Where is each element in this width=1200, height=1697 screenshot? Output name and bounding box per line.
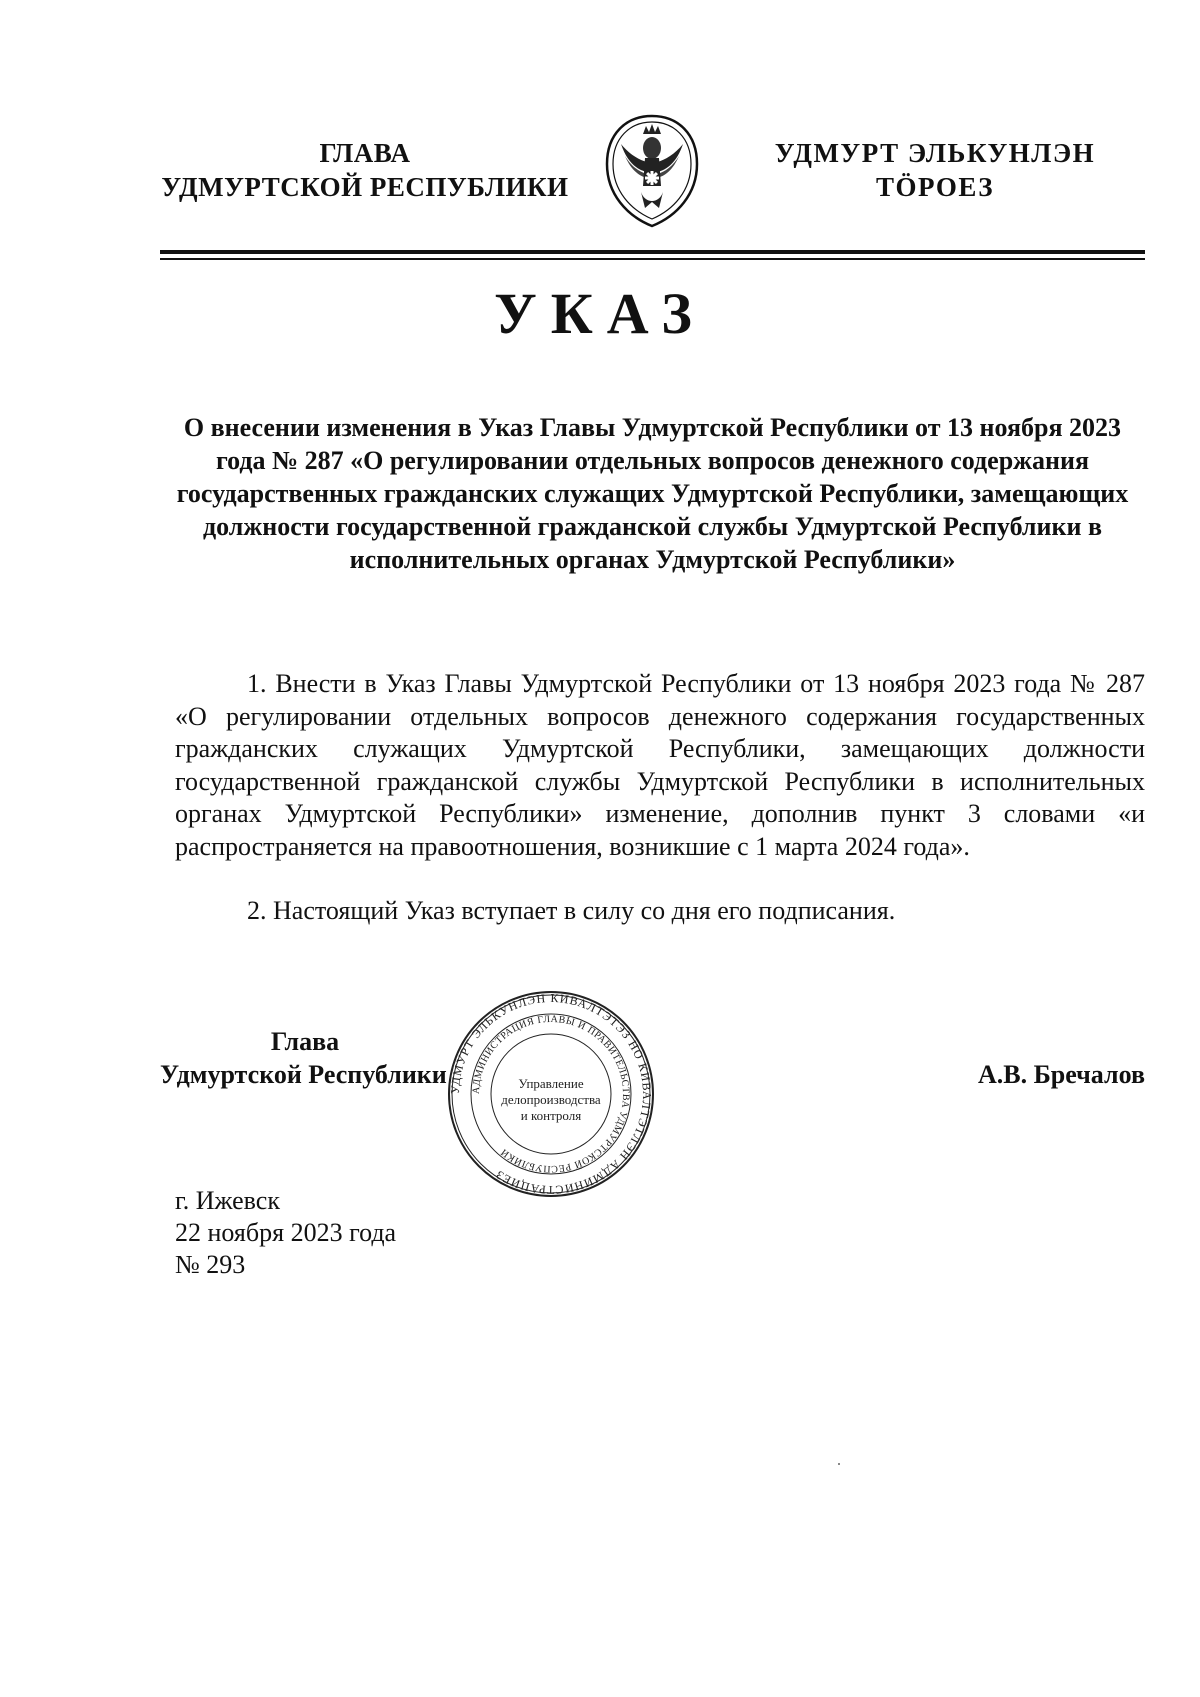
header-left-line2: УДМУРТСКОЙ РЕСПУБЛИКИ [161, 172, 569, 202]
document-number: № 293 [175, 1250, 246, 1279]
stamp-center-line2: делопроизводства [501, 1092, 601, 1107]
header-left [130, 136, 600, 204]
udmurt-coat-of-arms-icon [603, 112, 701, 230]
paragraph-2: 2. Настоящий Указ вступает в силу со дня его подписания. [247, 896, 896, 925]
header-right-line2: ТӦРОЕЗ [876, 172, 994, 202]
scan-speck [838, 1463, 840, 1465]
header-divider-thick [160, 250, 1145, 254]
stamp-middle-text: АДМИНИСТРАЦИЯ ГЛАВЫ И ПРАВИТЕЛЬСТВА УДМУРТСКОЙ РЕСПУБЛИКИ [470, 1013, 632, 1175]
header-right-line1: УДМУРТ ЭЛЬКУНЛЭН [774, 138, 1096, 168]
header-left-line1: ГЛАВА [319, 138, 411, 168]
document-title: УКАЗ [494, 281, 706, 346]
signatory-position-line1: Глава [270, 1027, 340, 1056]
official-stamp [447, 990, 655, 1198]
stamp-outer-text: УДМУРТ ЭЛЬКУНЛЭН КИВАЛТЭТЭЗ НО КИВАЛТЭТЛЭН АДМИНИСТРАЦИЕЗ [447, 990, 655, 1198]
stamp-center-line1: Управление [518, 1076, 584, 1091]
paragraph-1: 1. Внести в Указ Главы Удмуртской Республики от 13 ноября 2023 года № 287 «О регулировании отдельных вопросов денежного содержания государственных гражданских служащих Удмуртской Республики, замещающих должности государственной гражданской службы Удмуртской Республики в исполнительных органах Удмуртской Республики» изменение, дополнив пункт 3 словами «и распространяется на правоотношения, возникшие с 1 марта 2024 года». [175, 669, 1145, 861]
signatory-position-line2: Удмуртской Республики [160, 1060, 447, 1089]
document-footer [175, 1185, 396, 1281]
document-subject: О внесении изменения в Указ Главы Удмуртской Республики от 13 ноября 2023 года № 287 «О регулировании отдельных вопросов денежного содержания государственных гражданских служащих Удмуртской Республики, замещающих должности государственной гражданской службы Удмуртской Республики в исполнительных органах Удмуртской Республики» [176, 413, 1129, 574]
header-right [750, 136, 1120, 204]
issue-date: 22 ноября 2023 года [175, 1218, 397, 1247]
issue-city: г. Ижевск [175, 1186, 280, 1215]
signatory-name: А.В. Бречалов [977, 1060, 1145, 1089]
stamp-center-line3: и контроля [520, 1108, 582, 1123]
header-divider-thin [160, 258, 1145, 260]
